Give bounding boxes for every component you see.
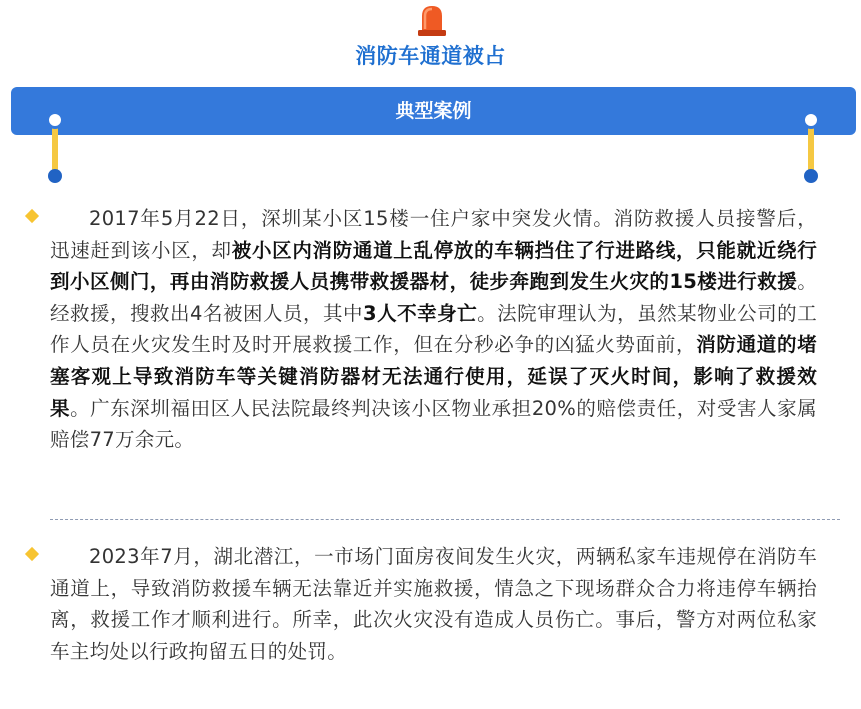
text-segment-bold: 被小区内消防通道上乱停放的车辆挡住了行进路线，只能就近绕行到小区侧门，再由消防救援人员携带救援器材，徒步奔跑到发生火灾的15楼进行救援	[50, 238, 817, 294]
case-paragraph-2	[50, 541, 817, 667]
text-segment: 。经救援，搜救出4名被困人员，其中	[50, 270, 817, 325]
bullet-diamond-icon	[25, 209, 39, 223]
text-segment: 。法院审理认为，虽然某物业公司的工作人员在火灾发生时及时开展救援工作，但在分秒必争的凶猛火势面前，	[50, 301, 817, 357]
text-segment-bold: 消防通道的堵塞客观上导致消防车等关键消防器材无法通行使用，延误了灭火时间，影响了救援效果	[50, 333, 817, 420]
case-banner	[11, 87, 856, 135]
alarm-light-icon	[417, 3, 447, 37]
banner-label: 典型案例	[395, 100, 472, 122]
banner-pin-left	[46, 111, 64, 185]
section-title: 消防车通道被占	[355, 44, 506, 68]
banner-pin-right	[802, 111, 820, 185]
text-segment: 2023年7月，湖北潜江，一市场门面房夜间发生火灾，两辆私家车违规停在消防车通道上，导致消防救援车辆无法靠近并实施救援，情急之下现场群众合力将违停车辆抬离，救援工作才顺利进行。所幸，此次火灾没有造成人员伤亡。事后，警方对两位私家车主均处以行政拘留五日的处罚。	[50, 545, 817, 663]
divider-dashed	[50, 519, 840, 520]
bullet-diamond-icon	[25, 547, 39, 561]
case-paragraph-1	[50, 203, 817, 456]
text-segment-bold: 3人不幸身亡	[363, 301, 478, 325]
text-segment: 。广东深圳福田区人民法院最终判决该小区物业承担20%的赔偿责任，对受害人家属赔偿77万余元。	[50, 396, 817, 452]
text-segment: 2017年5月22日，深圳某小区15楼一住户家中突发火情。消防救援人员接警后，迅速赶到该小区，却	[50, 207, 817, 262]
